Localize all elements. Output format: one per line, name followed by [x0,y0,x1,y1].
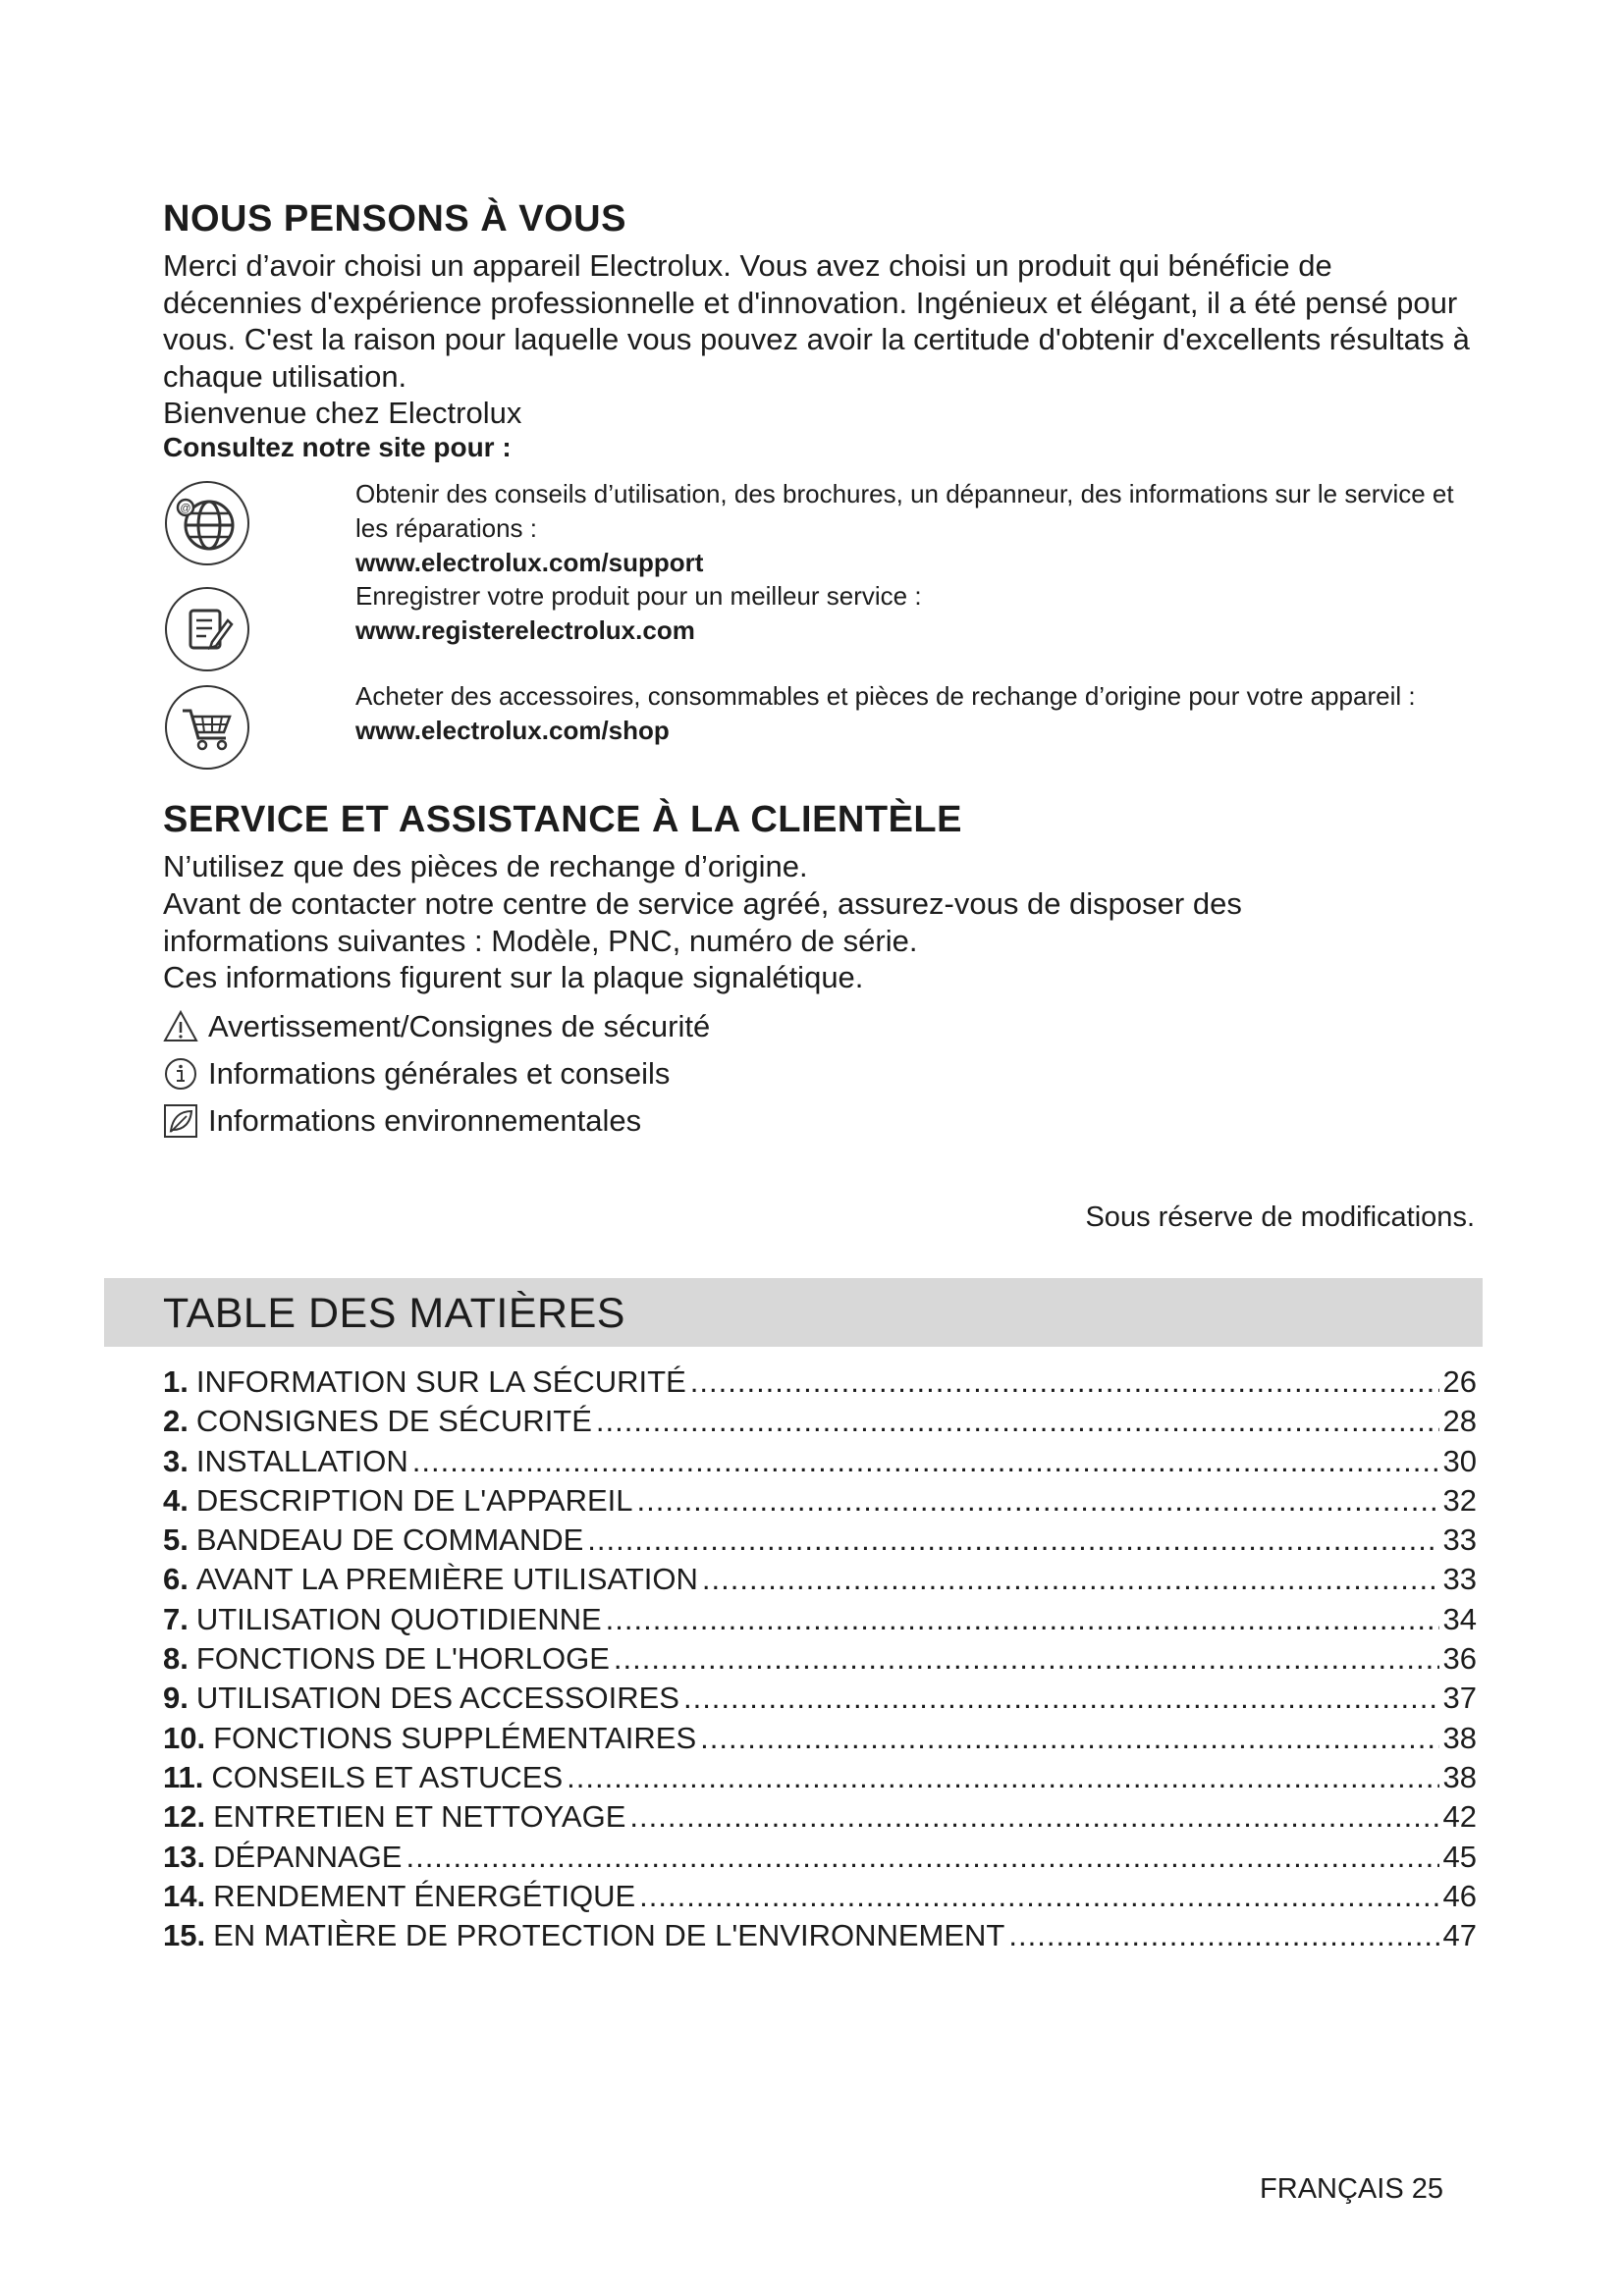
service-line-2: Avant de contacter notre centre de service agréé, assurez-vous de disposer des informations suivantes : Modèle, PNC, numéro de série. [163,886,1242,958]
page-footer: FRANÇAIS 25 [1260,2173,1443,2205]
toc-entry[interactable]: 2. CONSIGNES DE SÉCURITÉ ..... 28 [163,1404,1477,1443]
link-item-support [355,477,1475,580]
toc-entry[interactable]: 14. RENDEMENT ÉNERGÉTIQUE ..... 46 [163,1879,1477,1918]
toc-entry[interactable]: 9. UTILISATION DES ACCESSOIRES ..... 37 [163,1681,1477,1720]
section-title-welcome: NOUS PENSONS À VOUS [163,198,626,240]
welcome-line: Bienvenue chez Electrolux [163,396,522,430]
link-item-shop [355,679,1475,748]
link-item-register [355,579,1475,648]
link-text-shop: Acheter des accessoires, consommables et pièces de rechange d’origine pour votre appareil : [355,681,1416,711]
shop-cart-icon [163,683,251,772]
register-icon [163,585,251,673]
section-title-service: SERVICE ET ASSISTANCE À LA CLIENTÈLE [163,799,962,840]
info-icon [163,1056,198,1092]
legend-warning-text: Avertissement/Consignes de sécurité [208,1009,711,1043]
toc-entry[interactable]: 1. INFORMATION SUR LA SÉCURITÉ ..... 26 [163,1364,1477,1404]
toc-entry[interactable]: 10. FONCTIONS SUPPLÉMENTAIRES ..... 38 [163,1721,1477,1760]
link-text-support: Obtenir des conseils d’utilisation, des brochures, un dépanneur, des informations sur le service et les réparations : [355,479,1454,543]
toc-entry[interactable]: 11. CONSEILS ET ASTUCES ..... 38 [163,1760,1477,1799]
toc-entry[interactable]: 13. DÉPANNAGE ..... 45 [163,1840,1477,1879]
legend-info-text: Informations générales et conseils [208,1056,671,1091]
support-link[interactable]: www.electrolux.com/support [355,548,704,577]
table-of-contents [163,1364,1477,1957]
legend-warning [163,1007,710,1046]
service-line-1: N’utilisez que des pièces de rechange d’origine. [163,849,808,883]
toc-entry[interactable]: 15. EN MATIÈRE DE PROTECTION DE L'ENVIRONNEMENT ..... 47 [163,1918,1477,1957]
toc-entry[interactable]: 4. DESCRIPTION DE L'APPAREIL ..... 32 [163,1483,1477,1522]
visit-label: Consultez notre site pour : [163,432,512,462]
legend-environment [163,1101,641,1141]
toc-title: TABLE DES MATIÈRES [163,1290,625,1337]
toc-entry[interactable]: 3. INSTALLATION ..... 30 [163,1444,1477,1483]
toc-header-bar [104,1278,1483,1347]
toc-entry[interactable]: 6. AVANT LA PREMIÈRE UTILISATION ..... 33 [163,1562,1477,1601]
toc-entry[interactable]: 12. ENTRETIEN ET NETTOYAGE ..... 42 [163,1799,1477,1839]
toc-entry[interactable]: 8. FONCTIONS DE L'HORLOGE ..... 36 [163,1641,1477,1681]
leaf-icon [163,1103,198,1139]
intro-paragraph: Merci d’avoir choisi un appareil Electrolux. Vous avez choisi un produit qui bénéficie de décennies d'expérience professionnelle et d'innovation. Ingénieux et élégant, il a été pensé pour vous. C'est la raison pour laquelle vous pouvez avoir la certitude d'obtenir d'excellents résultats à chaque utilisation. [163,248,1470,394]
service-line-3: Ces informations figurent sur la plaque signalétique. [163,960,864,994]
svg-text:@: @ [180,503,191,514]
toc-entry[interactable]: 7. UTILISATION QUOTIDIENNE ..... 34 [163,1602,1477,1641]
warning-icon [163,1009,198,1044]
shop-link[interactable]: www.electrolux.com/shop [355,716,670,745]
legend-info [163,1054,670,1094]
globe-icon [163,479,251,567]
toc-entry[interactable]: 5. BANDEAU DE COMMANDE ..... 33 [163,1522,1477,1562]
legend-environment-text: Informations environnementales [208,1103,642,1138]
modification-note: Sous réserve de modifications. [1085,1201,1475,1233]
link-text-register: Enregistrer votre produit pour un meilleur service : [355,581,922,611]
register-link[interactable]: www.registerelectrolux.com [355,615,695,645]
